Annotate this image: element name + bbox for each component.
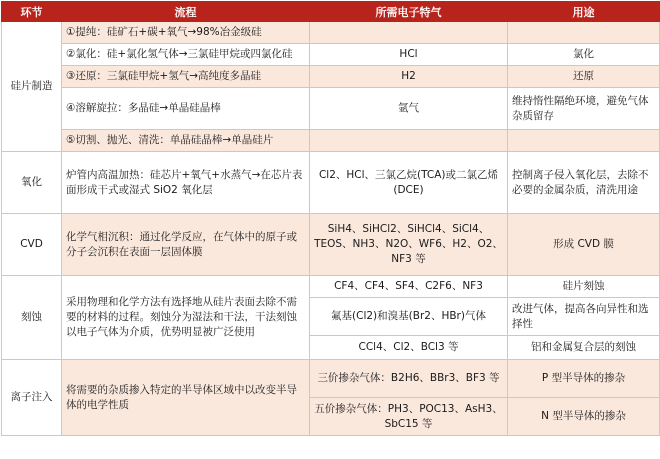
use-cell: 控制离子侵入氧化层，去除不必要的金属杂质，清洗用途 [508,152,660,214]
use-cell: 改进气体，提高各向异性和选择性 [508,298,660,336]
table-row [2,214,660,276]
gas-cell: SiH4、SiHCl2、SiHCl4、SiCl4、TEOS、NH3、N2O、WF6、H2、O2、NF3 等 [310,214,508,276]
stage-oxidation: 氧化 [2,152,62,214]
use-cell [508,22,660,44]
gas-cell: H2 [310,66,508,88]
table-row [2,66,660,88]
use-cell [508,130,660,152]
use-cell: 形成 CVD 膜 [508,214,660,276]
process-cell: 炉管内高温加热：硅芯片+氧气+水蒸气→在芯片表面形成干式或湿式 SiO2 氧化层 [62,152,310,214]
use-cell: 维持惰性隔绝环境，避免气体杂质留存 [508,88,660,130]
table-row [2,44,660,66]
use-cell: 硅片刻蚀 [508,276,660,298]
process-cell: 化学气相沉积：通过化学反应，在气体中的原子或分子会沉积在表面一层固体膜 [62,214,310,276]
stage-cvd: CVD [2,214,62,276]
gas-cell: CF4、CF4、SF4、C2F6、NF3 [310,276,508,298]
process-cell: ⑤切割、抛光、清洗：单晶硅晶棒→单晶硅片 [62,130,310,152]
specialty-gas-table [1,1,660,436]
gas-cell: Cl2、HCl、三氯乙烷(TCA)或二氯乙烯(DCE) [310,152,508,214]
header-gas: 所需电子特气 [310,2,508,22]
use-cell: 还原 [508,66,660,88]
process-cell: 采用物理和化学方法有选择地从硅片表面去除不需要的材料的过程。刻蚀分为湿法和干法，干法刻蚀以电子气体为介质，优势明显被广泛使用 [62,276,310,360]
process-cell: ①提纯：硅矿石+碳+氧气→98%冶金级硅 [62,22,310,44]
table-row [2,130,660,152]
gas-cell [310,22,508,44]
stage-etching: 刻蚀 [2,276,62,360]
table-row [2,360,660,398]
gas-cell: 氩气 [310,88,508,130]
use-cell: 铝和金属复合层的刻蚀 [508,336,660,360]
header-row [2,2,660,22]
table-row [2,276,660,298]
header-process: 流程 [62,2,310,22]
gas-cell: 氟基(Cl2)和溴基(Br2、HBr)气体 [310,298,508,336]
table-row [2,22,660,44]
gas-cell: CCl4、Cl2、BCl3 等 [310,336,508,360]
gas-cell [310,130,508,152]
stage-wafer: 硅片制造 [2,22,62,152]
table-row [2,88,660,130]
table-row [2,152,660,214]
stage-implant: 离子注入 [2,360,62,436]
process-cell: ④溶解旋拉：多晶硅→单晶硅晶棒 [62,88,310,130]
process-cell: ②氯化：硅+氯化氢气体→三氯硅甲烷或四氯化硅 [62,44,310,66]
process-cell: 将需要的杂质掺入特定的半导体区域中以改变半导体的电学性质 [62,360,310,436]
use-cell: P 型半导体的掺杂 [508,360,660,398]
gas-cell: HCl [310,44,508,66]
gas-cell: 三价掺杂气体：B2H6、BBr3、BF3 等 [310,360,508,398]
header-use: 用途 [508,2,660,22]
gas-cell: 五价掺杂气体：PH3、POC13、AsH3、SbC15 等 [310,398,508,436]
use-cell: 氯化 [508,44,660,66]
header-stage: 环节 [2,2,62,22]
use-cell: N 型半导体的掺杂 [508,398,660,436]
process-cell: ③还原：三氯硅甲烷+氢气→高纯度多晶硅 [62,66,310,88]
